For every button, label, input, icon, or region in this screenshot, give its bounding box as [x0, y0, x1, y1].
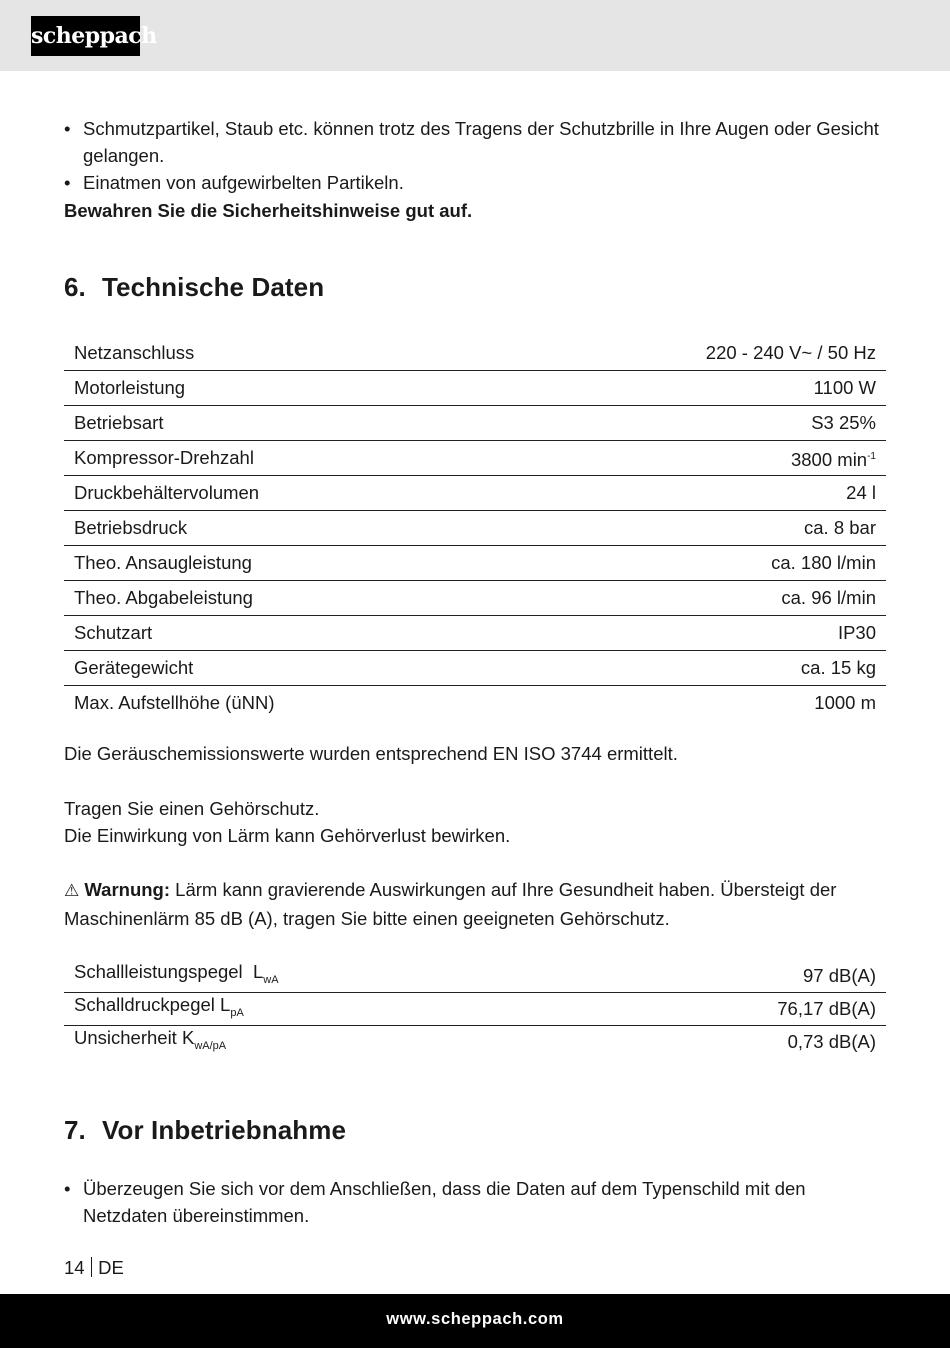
hearing-protection-text	[64, 795, 886, 849]
table-row	[64, 993, 886, 1026]
table-row	[64, 336, 886, 371]
spec-label: Schutzart	[64, 616, 505, 651]
table-row	[64, 686, 886, 721]
technical-data-table	[64, 336, 886, 720]
table-row	[64, 546, 886, 581]
spec-value: ca. 8 bar	[505, 511, 886, 546]
spec-label: Betriebsdruck	[64, 511, 505, 546]
table-row	[64, 406, 886, 441]
table-row	[64, 511, 886, 546]
page-language: DE	[98, 1257, 124, 1278]
noise-subscript: pA	[230, 1007, 244, 1019]
noise-subscript: wA	[263, 974, 279, 986]
setup-bullet-list	[64, 1175, 886, 1229]
footer-bar	[0, 1294, 950, 1348]
section-number: 7.	[64, 1115, 86, 1145]
spec-label: Gerätegewicht	[64, 651, 505, 686]
spec-value: ca. 180 l/min	[505, 546, 886, 581]
spec-label: Motorleistung	[64, 371, 505, 406]
table-row	[64, 441, 886, 476]
warning-label: Warnung:	[84, 879, 171, 900]
spec-label: Kompressor-Drehzahl	[64, 441, 505, 476]
noise-label	[64, 1026, 602, 1059]
spec-value	[505, 441, 886, 476]
hearing-line: Tragen Sie einen Gehörschutz.	[64, 798, 320, 819]
section-7-heading	[64, 1115, 346, 1146]
spec-superscript: -1	[867, 450, 876, 462]
warning-text: Lärm kann gravierende Auswirkungen auf Ihre Gesundheit haben. Übersteigt der Maschinenlärm 85 dB (A), tragen Sie bitte einen geeigneten Gehörschutz.	[64, 879, 837, 929]
noise-label-text: Schallleistungspegel L	[74, 961, 264, 982]
page-number-value: 14	[64, 1257, 85, 1278]
list-item: • Schmutzpartikel, Staub etc. können trotz des Tragens der Schutzbrille in Ihre Augen oder Gesicht gelangen.	[64, 115, 886, 169]
warning-triangle-icon: ⚠	[64, 881, 80, 901]
spec-value: IP30	[505, 616, 886, 651]
spec-value: S3 25%	[505, 406, 886, 441]
page-separator	[91, 1257, 93, 1277]
table-row	[64, 476, 886, 511]
brand-logo: scheppach	[31, 16, 140, 56]
list-item: • Einatmen von aufgewirbelten Partikeln.	[64, 169, 886, 196]
table-row	[64, 616, 886, 651]
safety-note: Bewahren Sie die Sicherheitshinweise gut auf.	[64, 200, 473, 221]
header-bar	[0, 0, 950, 71]
spec-label: Theo. Abgabeleistung	[64, 581, 505, 616]
spec-value: 220 - 240 V~ / 50 Hz	[505, 336, 886, 371]
noise-values-table	[64, 960, 886, 1058]
spec-label: Max. Aufstellhöhe (üNN)	[74, 692, 275, 713]
noise-measurement-text: Die Geräuschemissionswerte wurden entsprechend EN ISO 3744 ermittelt.	[64, 743, 678, 764]
section-number: 6.	[64, 272, 86, 302]
table-row	[64, 960, 886, 993]
table-row	[64, 651, 886, 686]
page-number	[64, 1257, 124, 1279]
spec-label: Theo. Ansaugleistung	[64, 546, 505, 581]
spec-value: ca. 96 l/min	[505, 581, 886, 616]
table-row	[64, 581, 886, 616]
list-item: • Überzeugen Sie sich vor dem Anschließen, dass die Daten auf dem Typenschild mit den Netzdaten übereinstimmen.	[64, 1175, 886, 1229]
spec-label: Betriebsart	[64, 406, 505, 441]
noise-label	[64, 960, 602, 993]
spec-value: 1000 m	[814, 692, 876, 713]
footer-url: www.scheppach.com	[386, 1310, 564, 1328]
table-row	[64, 1026, 886, 1059]
spec-value-text: 3800 min	[790, 448, 868, 470]
safety-bullet-list	[64, 115, 886, 196]
warning-paragraph	[64, 876, 886, 932]
noise-value: 0,73 dB(A)	[787, 1031, 876, 1052]
noise-value: 97 dB(A)	[602, 960, 886, 993]
noise-label-text: Unsicherheit K	[74, 1027, 195, 1048]
spec-label: Netzanschluss	[64, 336, 505, 371]
hearing-line: Die Einwirkung von Lärm kann Gehörverlust bewirken.	[64, 825, 511, 846]
table-row	[64, 371, 886, 406]
noise-label-text: Schalldruckpegel L	[74, 994, 231, 1015]
spec-value: ca. 15 kg	[505, 651, 886, 686]
spec-label: Druckbehältervolumen	[64, 476, 505, 511]
spec-value: 24 l	[505, 476, 886, 511]
section-title: Vor Inbetriebnahme	[102, 1115, 347, 1145]
noise-label	[64, 993, 602, 1026]
section-6-heading	[64, 272, 324, 303]
noise-subscript: wA/pA	[194, 1040, 227, 1052]
section-title: Technische Daten	[102, 272, 325, 302]
spec-value: 1100 W	[505, 371, 886, 406]
noise-value: 76,17 dB(A)	[602, 993, 886, 1026]
